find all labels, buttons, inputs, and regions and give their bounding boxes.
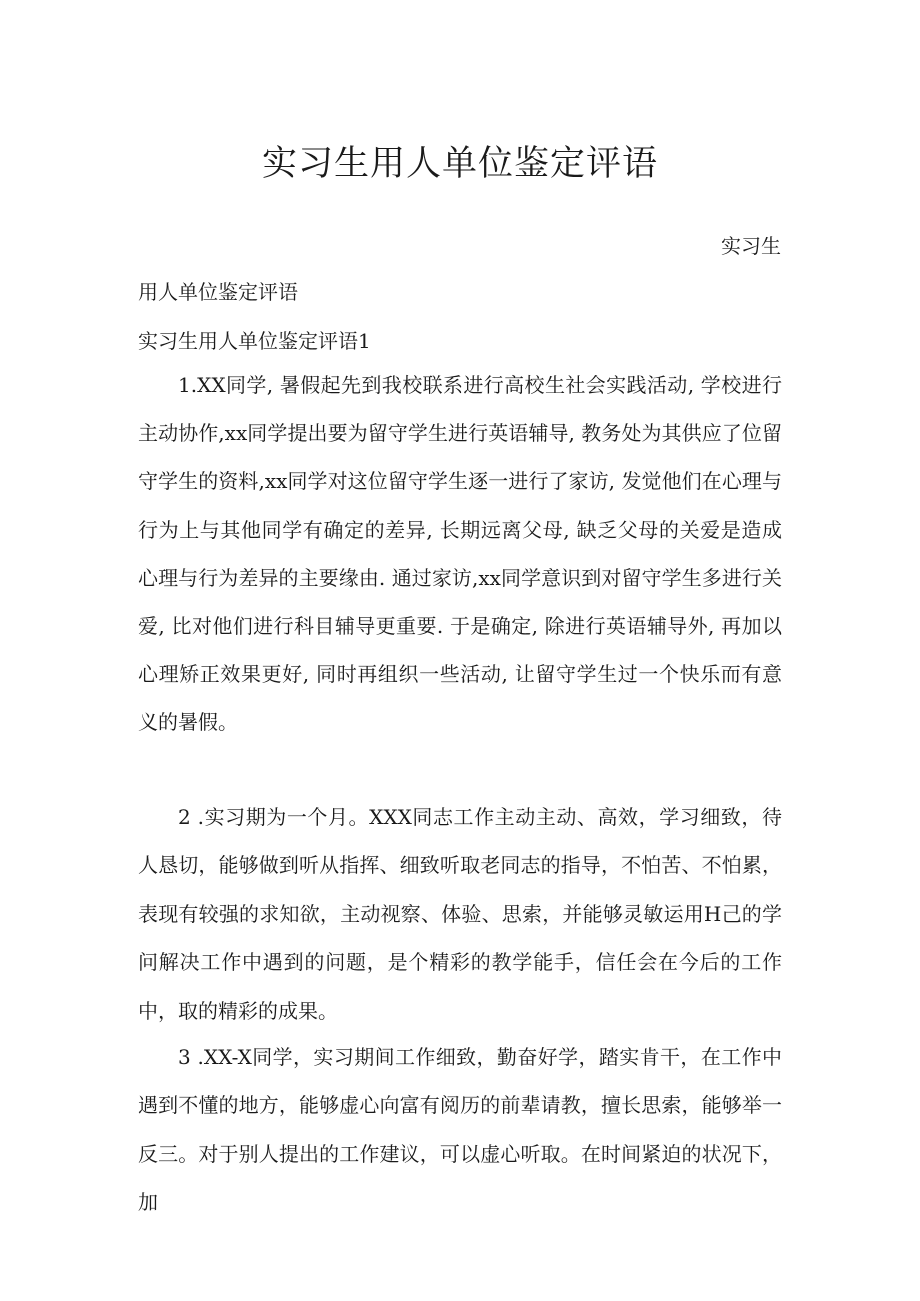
document-title: 实习生用人单位鉴定评语 xyxy=(261,144,658,184)
subtitle-line: 用人单位鉴定评语 xyxy=(138,280,298,304)
paragraph-1: 1.XX同学, 暑假起先到我校联系进行高校生社会实践活动, 学校进行主动协作,xx同学提出要为留守学生进行英语辅导, 教务处为其供应了位留守学生的资料,xx同学对这位留守学生逐一进行了家访, 发觉他们在心理与行为上与其他同学有确定的差异, 长期远离父母, 缺乏父母的关爱是造成心理与行为差异的主要缘由. 通过家访,xx同学意识到对留守学生多进行关爱, 比对他们进行科目辅导更重要. 于是确定, 除进行英语辅导外, 再加以心理矫正效果更好, 同时再组织一些活动, 让留守学生过一个快乐而有意义的暑假。 xyxy=(138,373,782,735)
paragraph-3: 3 .XX-X同学，实习期间工作细致，勤奋好学，踏实肯干，在工作中遇到不懂的地方，能够虚心向富有阅历的前辈请教，擅长思索，能够举一反三。对于别人提出的工作建议，可以虚心听取。在时间紧迫的状况下，加 xyxy=(138,1045,782,1215)
section-heading: 实习生用人单位鉴定评语1 xyxy=(138,329,371,353)
right-aligned-label: 实习生 xyxy=(721,234,781,258)
paragraph-2: 2 .实习期为一个月。XXX同志工作主动主动、高效，学习细致，待人恳切，能够做到听从指挥、细致听取老同志的指导，不怕苦、不怕累，表现有较强的求知欲，主动视察、体验、思索，并能够灵敏运用H己的学问解决工作中遇到的问题，是个精彩的教学能手，信任会在今后的工作中，取的精彩的成果。 xyxy=(138,805,782,1023)
